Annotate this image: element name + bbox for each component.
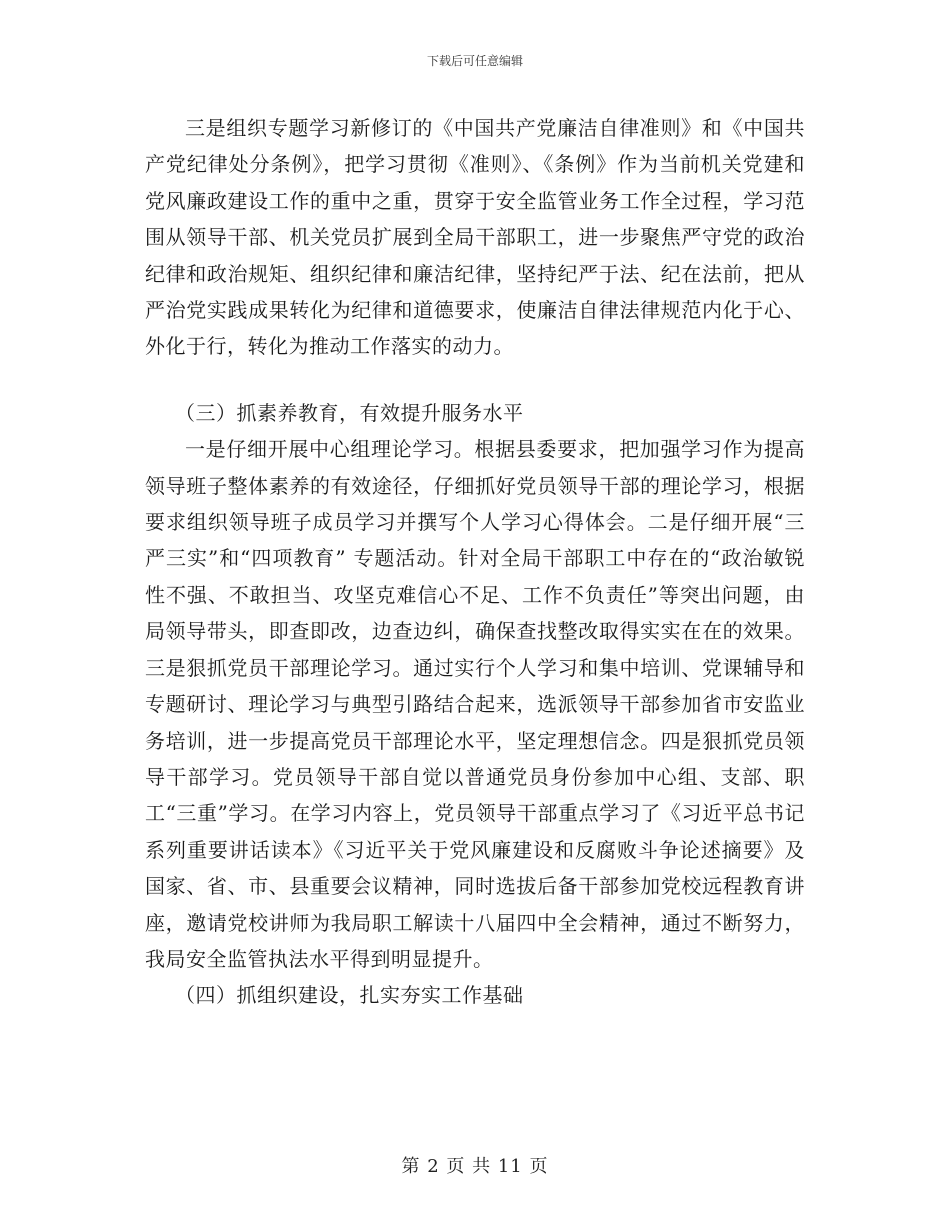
section-heading-3: （三）抓素养教育，有效提升服务水平: [175, 400, 524, 425]
page-header-note: 下载后可任意编辑: [426, 54, 523, 68]
paragraph-study-regulations: 三是组织专题学习新修订的《中国共产党廉洁自律准则》和《中国共产党纪律处分条例》，把学习贯彻《准则》、《条例》作为当前机关党建和党风廉政建设工作的重中之重，贯穿于安全监管业务工作全过程，学习范围从领导干部、机关党员扩展到全局干部职工，进一步聚焦严守党的政治纪律和政治规矩、组织纪律和廉洁纪律，坚持纪严于法、纪在法前，把从严治党实践成果转化为纪律和道德要求，使廉洁自律法律规范内化于心、外化于行，转化为推动工作落实的动力。: [145, 116, 805, 359]
document-body: [145, 110, 805, 1014]
page-number-footer: 第 2 页 共 11 页: [401, 1156, 549, 1177]
paragraph-literacy-education: 一是仔细开展中心组理论学习。根据县委要求，把加强学习作为提高领导班子整体素养的有效途径，仔细抓好党员领导干部的理论学习，根据要求组织领导班子成员学习并撰写个人学习心得体会。二是仔细开展“三严三实”和“四项教育” 专题活动。针对全局干部职工中存在的“政治敏锐性不强、不敢担当、攻坚克难信心不足、工作不负责任”等突出问题，由局领导带头，即查即改，边查边纠，确保查找整改取得实实在在的效果。三是狠抓党员干部理论学习。通过实行个人学习和集中培训、党课辅导和专题研讨、理论学习与典型引路结合起来，选派领导干部参加省市安监业务培训，进一步提高党员干部理论水平，坚定理想信念。四是狠抓党员领导干部学习。党员领导干部自觉以普通党员身份参加中心组、支部、职工“三重”学习。在学习内容上，党员领导干部重点学习了《习近平总书记系列重要讲话读本》《习近平关于党风廉建设和反腐败斗争论述摘要》及国家、省、市、县重要会议精神，同时选拔后备干部参加党校远程教育讲座，邀请党校讲师为我局职工解读十八届四中全会精神，通过不断努力，我局安全监管执法水平得到明显提升。: [145, 437, 805, 971]
section-heading-4: （四）抓组织建设，扎实夯实工作基础: [175, 983, 524, 1008]
